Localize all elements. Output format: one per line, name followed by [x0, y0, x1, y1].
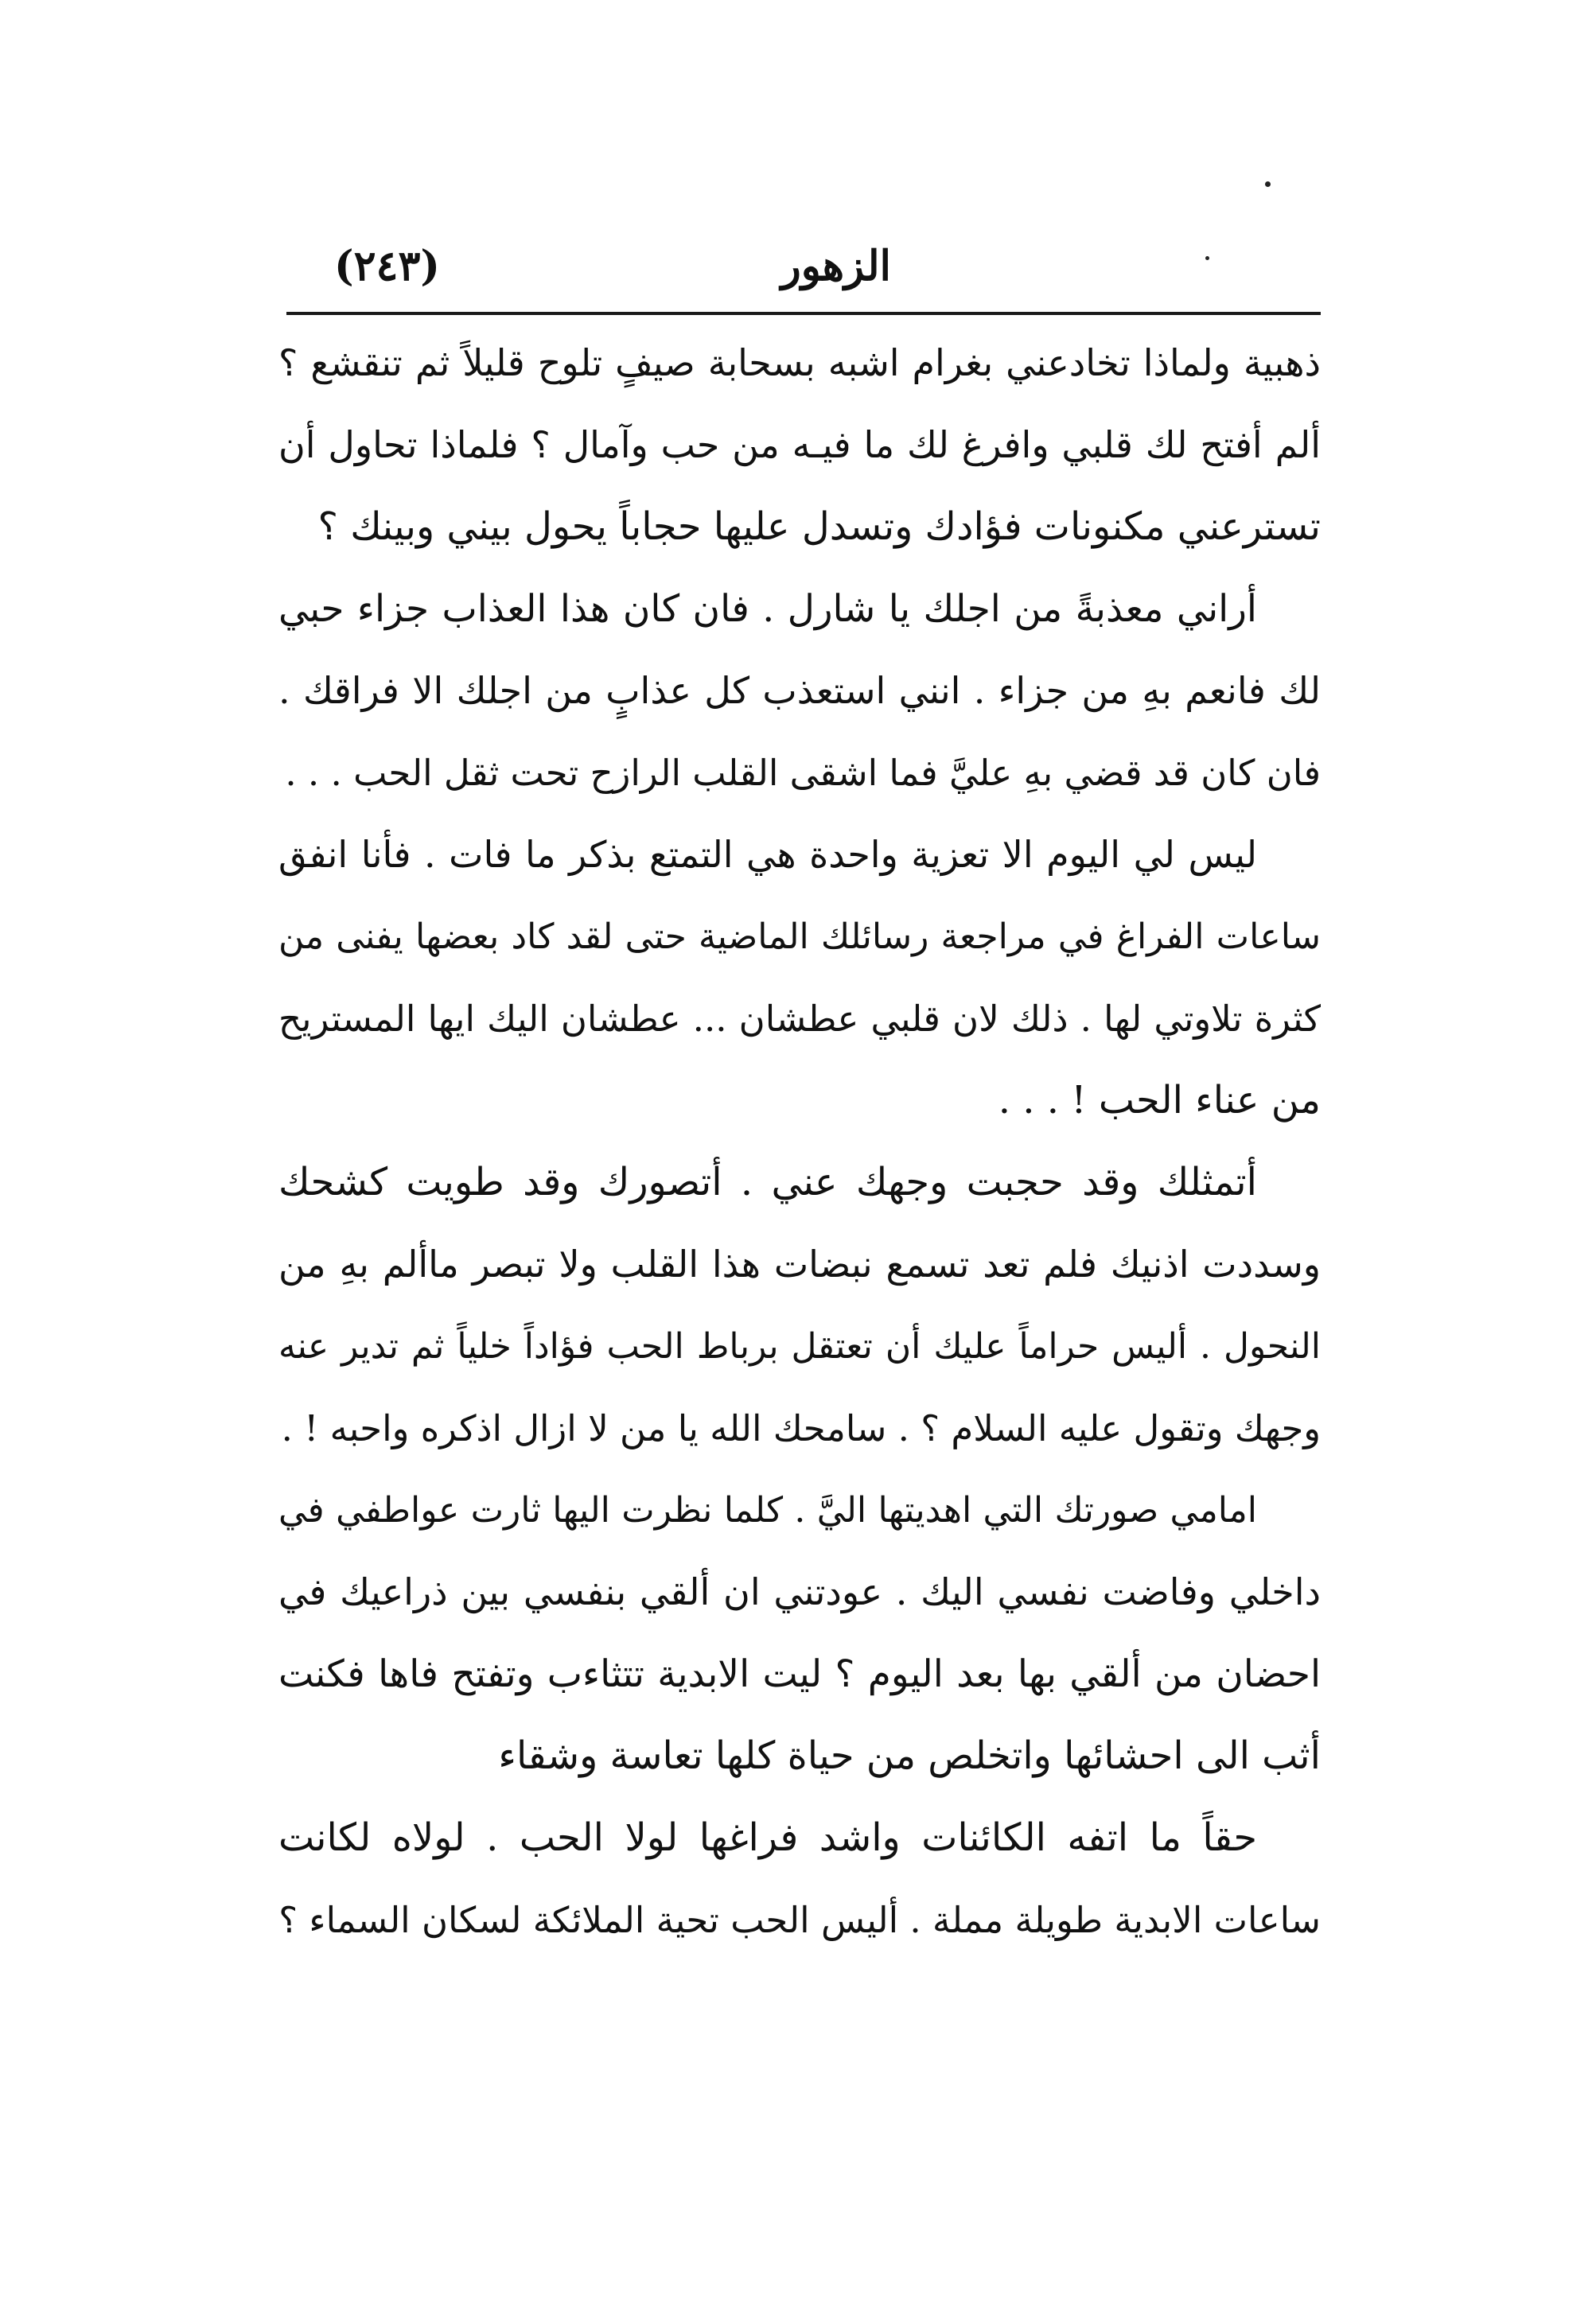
text-line: امامي صورتك التي اهديتها اليَّ . كلما نظرت اليها ثارت عواطفي في — [278, 1490, 1257, 1531]
text-line: أراني معذبةً من اجلك يا شارل . فان كان هذا العذاب جزاء حبي — [278, 587, 1257, 631]
text-line: النحول . أليس حراماً عليك أن تعتقل برباط الحب فؤاداً خلياً ثم تدير عنه — [278, 1326, 1321, 1367]
text-line: ألم أفتح لك قلبي وافرغ لك ما فيـه من حب وآمال ؟ فلماذا تحاول أن — [278, 423, 1321, 466]
text-line: احضان من ألقي بها بعد اليوم ؟ ليت الابدية تتثاءب وتفتح فاها فكنت — [278, 1652, 1321, 1696]
text-line: وجهك وتقول عليه السلام ؟ . سامحك الله يا من لا ازال اذكره واحبه ! . — [281, 1407, 1321, 1449]
text-line: تسترعني مكنونات فؤادك وتسدل عليها حجاباً يحول بيني وبينك ؟ — [317, 504, 1321, 549]
text-line: ذهبية ولماذا تخادعني بغرام اشبه بسحابة صيفٍ تلوح قليلاً ثم تنقشع ؟ — [278, 341, 1321, 384]
running-title: الزهور — [780, 242, 891, 290]
text-line: حقاً ما اتفه الكائنات واشد فراغها لولا الحب . لولاه لكانت — [278, 1815, 1257, 1860]
text-line: لك فانعم بهِ من جزاء . انني استعذب كل عذابٍ من اجلك الا فراقك . — [278, 669, 1321, 712]
ink-speck — [1265, 181, 1271, 187]
text-line: فان كان قد قضي بهِ عليَّ فما اشقى القلب الرازح تحت ثقل الحب . . . — [285, 752, 1321, 794]
page-header — [286, 231, 1321, 302]
text-line: ليس لي اليوم الا تعزية واحدة هي التمتع بذكر ما فات . فأنا انفق — [278, 833, 1257, 876]
text-line: ساعات الابدية طويلة مملة . أليس الحب تحية الملائكة لسكان السماء ؟ — [278, 1899, 1321, 1941]
text-line: ساعات الفراغ في مراجعة رسائلك الماضية حتى لقد كاد بعضها يفنى من — [278, 916, 1321, 957]
header-rule — [286, 312, 1321, 315]
page-number: (٢٤٣) — [334, 242, 441, 290]
text-line: من عناء الحب ! . . . — [998, 1078, 1321, 1122]
text-line: وسددت اذنيك فلم تعد تسمع نبضات هذا القلب ولا تبصر ماألم بهِ من — [278, 1243, 1321, 1286]
body-text — [278, 322, 1321, 1961]
text-line: داخلي وفاضت نفسي اليك . عودتني ان ألقي بنفسي بين ذراعيك في — [278, 1570, 1321, 1613]
text-line: أثب الى احشائها واتخلص من حياة كلها تعاسة وشقاء — [498, 1733, 1321, 1778]
text-line: كثرة تلاوتي لها . ذلك لان قلبي عطشان ... عطشان اليك ايها المستريح — [278, 998, 1321, 1040]
text-line: أتمثلك وقد حجبت وجهك عني . أتصورك وقد طويت كشحك — [278, 1160, 1257, 1204]
